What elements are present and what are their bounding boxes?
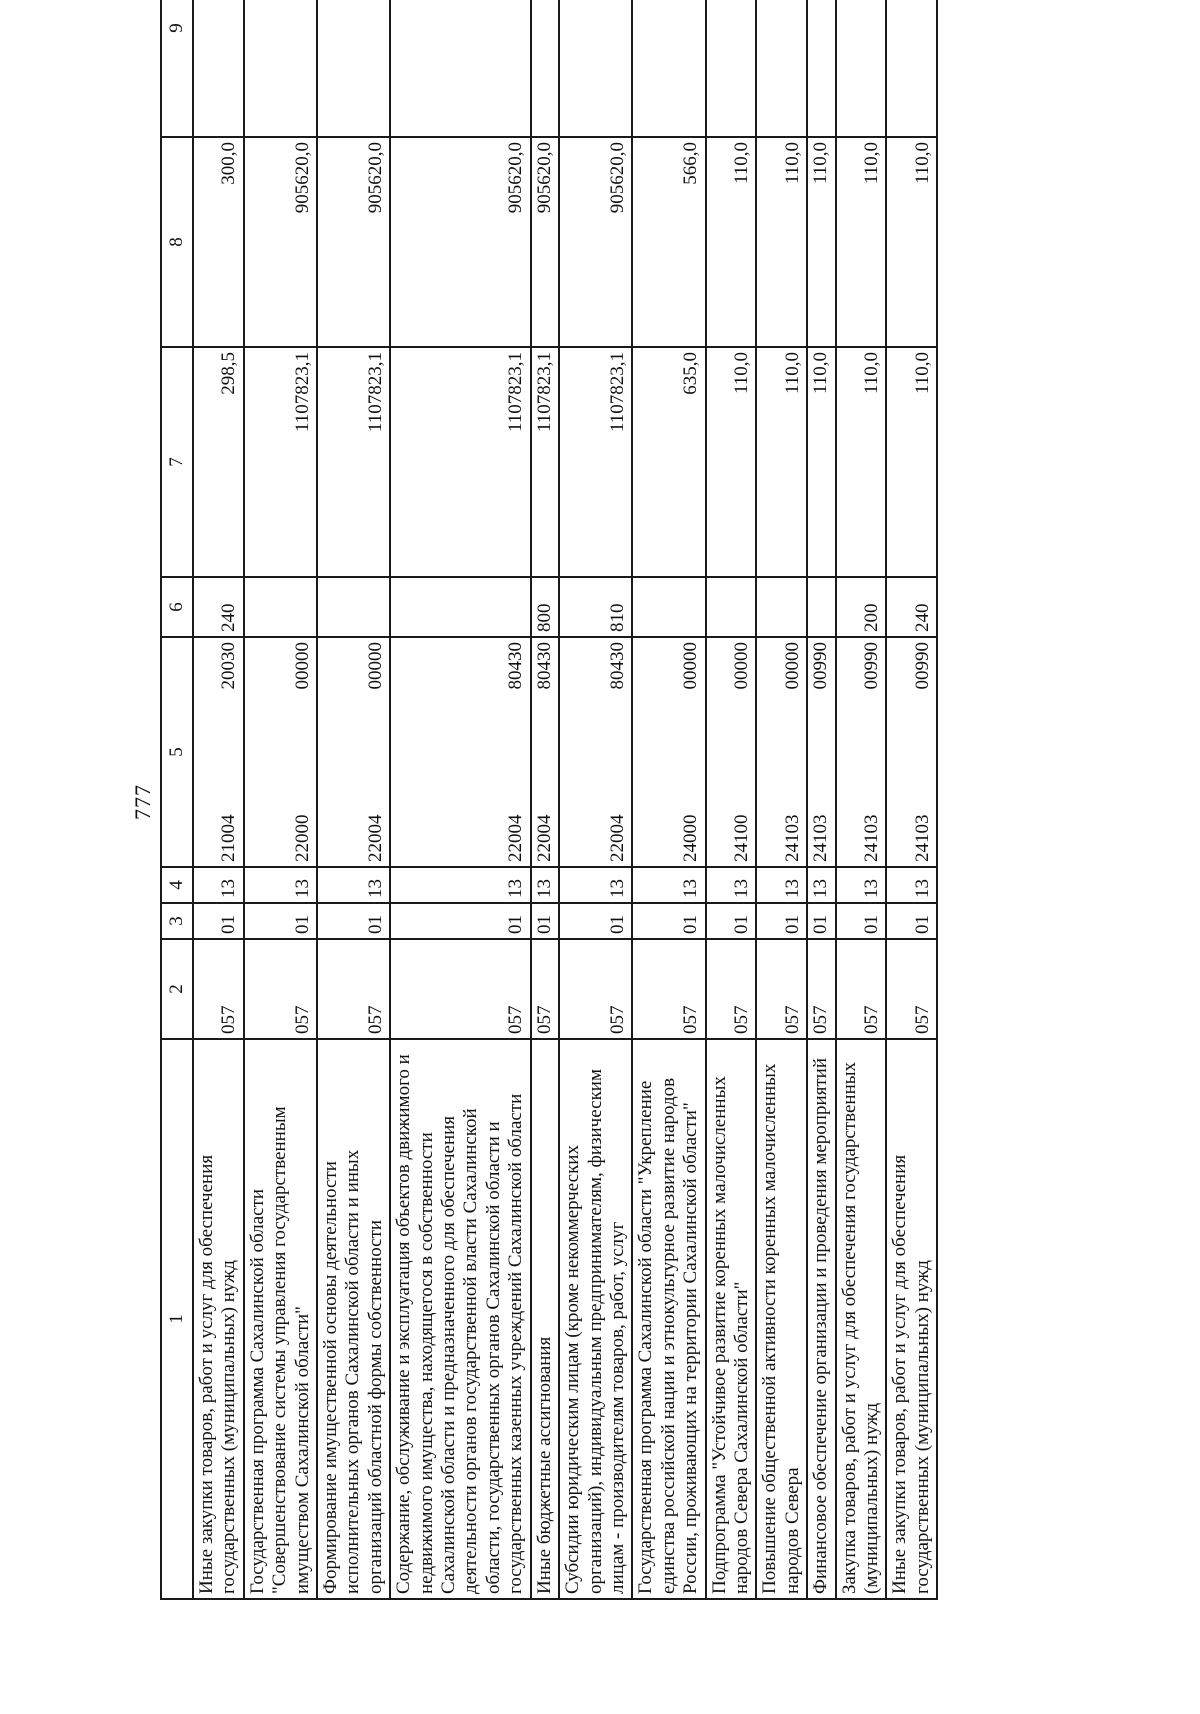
cs-cell xyxy=(531,637,559,867)
table-row xyxy=(756,0,807,1599)
pr-cell: 13 xyxy=(706,867,757,903)
vr-cell: 240 xyxy=(886,577,937,637)
table-body xyxy=(193,0,937,1599)
rz-cell: 01 xyxy=(836,903,887,939)
cs-cell xyxy=(836,637,887,867)
column-header-2: 2 xyxy=(161,939,193,1039)
value-8-cell: 905620,0 xyxy=(559,137,632,347)
vr-cell xyxy=(706,577,757,637)
value-9-cell xyxy=(756,0,807,137)
value-8-cell: 905620,0 xyxy=(317,137,390,347)
value-9-cell xyxy=(706,0,757,137)
value-9-cell xyxy=(317,0,390,137)
value-9-cell xyxy=(632,0,705,137)
rz-cell: 01 xyxy=(706,903,757,939)
vr-cell xyxy=(807,577,835,637)
cs-cell xyxy=(317,637,390,867)
table-row xyxy=(559,0,632,1599)
vr-cell: 240 xyxy=(193,577,244,637)
value-8-cell: 905620,0 xyxy=(531,137,559,347)
vr-cell xyxy=(244,577,317,637)
value-7-cell: 1107823,1 xyxy=(390,347,530,577)
pr-cell: 13 xyxy=(559,867,632,903)
gr-cell: 057 xyxy=(807,939,835,1039)
cs-part-a: 22004 xyxy=(533,814,555,862)
value-9-cell xyxy=(836,0,887,137)
row-name-cell: Субсидии юридическим лицам (кроме некоммерческих организаций), индивидуальным предпринимателям, физическим лицам - производителям товаров, работ, услуг xyxy=(559,1039,632,1599)
table-row xyxy=(706,0,757,1599)
gr-cell: 057 xyxy=(559,939,632,1039)
vr-cell: 810 xyxy=(559,577,632,637)
value-7-cell: 110,0 xyxy=(807,347,835,577)
rz-cell: 01 xyxy=(632,903,705,939)
cs-cell xyxy=(756,637,807,867)
pr-cell: 13 xyxy=(531,867,559,903)
rz-cell: 01 xyxy=(559,903,632,939)
cs-part-a: 24000 xyxy=(680,814,702,862)
cs-part-b: 00000 xyxy=(781,642,803,690)
cs-part-a: 24103 xyxy=(781,814,803,862)
pr-cell: 13 xyxy=(886,867,937,903)
cs-part-a: 22004 xyxy=(606,814,628,862)
pr-cell: 13 xyxy=(317,867,390,903)
vr-cell xyxy=(756,577,807,637)
cs-part-a: 22000 xyxy=(291,814,313,862)
cs-cell xyxy=(244,637,317,867)
rz-cell: 01 xyxy=(193,903,244,939)
row-name-cell: Государственная программа Сахалинской области "Совершенствование системы управления государственным имуществом Сахалинской области" xyxy=(244,1039,317,1599)
cs-part-b: 00000 xyxy=(730,642,752,690)
rz-cell: 01 xyxy=(317,903,390,939)
value-7-cell: 110,0 xyxy=(706,347,757,577)
column-header-4: 4 xyxy=(161,867,193,903)
column-header-9: 9 xyxy=(161,0,193,137)
cs-cell xyxy=(390,637,530,867)
cs-cell xyxy=(706,637,757,867)
cs-part-b: 80430 xyxy=(606,642,628,690)
value-8-cell: 566,0 xyxy=(632,137,705,347)
cs-cell xyxy=(807,637,835,867)
table-row xyxy=(390,0,530,1599)
value-8-cell: 110,0 xyxy=(886,137,937,347)
cs-cell xyxy=(886,637,937,867)
row-name-cell: Финансовое обеспечение организации и проведения мероприятий xyxy=(807,1039,835,1599)
rz-cell: 01 xyxy=(244,903,317,939)
pr-cell: 13 xyxy=(807,867,835,903)
cs-part-b: 00000 xyxy=(680,642,702,690)
value-8-cell: 110,0 xyxy=(836,137,887,347)
value-8-cell: 110,0 xyxy=(706,137,757,347)
value-8-cell: 110,0 xyxy=(807,137,835,347)
gr-cell: 057 xyxy=(632,939,705,1039)
cs-part-b: 00000 xyxy=(364,642,386,690)
gr-cell: 057 xyxy=(756,939,807,1039)
pr-cell: 13 xyxy=(836,867,887,903)
value-9-cell xyxy=(390,0,530,137)
gr-cell: 057 xyxy=(531,939,559,1039)
rz-cell: 01 xyxy=(886,903,937,939)
rz-cell: 01 xyxy=(756,903,807,939)
gr-cell: 057 xyxy=(244,939,317,1039)
value-7-cell: 110,0 xyxy=(836,347,887,577)
cs-part-b: 00990 xyxy=(911,642,933,690)
pr-cell: 13 xyxy=(390,867,530,903)
gr-cell: 057 xyxy=(886,939,937,1039)
row-name-cell: Государственная программа Сахалинской области "Укрепление единства российской нации и этнокультурное развитие народов России, проживающих на территории Сахалинской области" xyxy=(632,1039,705,1599)
cs-part-a: 24103 xyxy=(860,814,882,862)
column-header-3: 3 xyxy=(161,903,193,939)
row-name-cell: Иные бюджетные ассигнования xyxy=(531,1039,559,1599)
value-8-cell: 905620,0 xyxy=(390,137,530,347)
table-row xyxy=(531,0,559,1599)
cs-cell xyxy=(193,637,244,867)
row-name-cell: Повышение общественной активности коренных малочисленных народов Севера xyxy=(756,1039,807,1599)
value-7-cell: 110,0 xyxy=(756,347,807,577)
row-name-cell: Содержание, обслуживание и эксплуатация объектов движимого и недвижимого имущества, находящегося в собственности Сахалинской области и предназначенного для обеспечения деятельности органов государственной власти Сахалинской области, государственных органов Сахалинской области и государственных казенных учреждений Сахалинской области xyxy=(390,1039,530,1599)
budget-table xyxy=(160,0,938,1600)
cs-part-b: 00990 xyxy=(810,642,832,690)
value-7-cell: 298,5 xyxy=(193,347,244,577)
gr-cell: 057 xyxy=(836,939,887,1039)
vr-cell xyxy=(632,577,705,637)
table-row xyxy=(886,0,937,1599)
column-header-6: 6 xyxy=(161,577,193,637)
gr-cell: 057 xyxy=(390,939,530,1039)
value-9-cell xyxy=(807,0,835,137)
vr-cell xyxy=(390,577,530,637)
value-7-cell: 635,0 xyxy=(632,347,705,577)
cs-part-a: 22004 xyxy=(505,814,527,862)
scanned-page xyxy=(120,0,1080,1600)
pr-cell: 13 xyxy=(244,867,317,903)
value-7-cell: 1107823,1 xyxy=(244,347,317,577)
gr-cell: 057 xyxy=(317,939,390,1039)
value-9-cell xyxy=(559,0,632,137)
gr-cell: 057 xyxy=(706,939,757,1039)
table-row xyxy=(244,0,317,1599)
value-8-cell: 110,0 xyxy=(756,137,807,347)
cs-part-b: 00000 xyxy=(291,642,313,690)
vr-cell: 200 xyxy=(836,577,887,637)
value-7-cell: 1107823,1 xyxy=(317,347,390,577)
column-header-7: 7 xyxy=(161,347,193,577)
value-7-cell: 1107823,1 xyxy=(559,347,632,577)
table-row xyxy=(836,0,887,1599)
value-7-cell: 1107823,1 xyxy=(531,347,559,577)
cs-part-a: 24100 xyxy=(730,814,752,862)
row-name-cell: Закупка товаров, работ и услуг для обеспечения государственных (муниципальных) нужд xyxy=(836,1039,887,1599)
value-9-cell xyxy=(531,0,559,137)
table-row xyxy=(317,0,390,1599)
value-8-cell: 300,0 xyxy=(193,137,244,347)
pr-cell: 13 xyxy=(193,867,244,903)
cs-part-b: 20030 xyxy=(218,642,240,690)
cs-cell xyxy=(632,637,705,867)
table-row xyxy=(193,0,244,1599)
rz-cell: 01 xyxy=(807,903,835,939)
column-header-8: 8 xyxy=(161,137,193,347)
vr-cell: 800 xyxy=(531,577,559,637)
pr-cell: 13 xyxy=(632,867,705,903)
table-header-row xyxy=(161,0,193,1599)
cs-part-a: 24103 xyxy=(810,814,832,862)
row-name-cell: Формирование имущественной основы деятельности исполнительных органов Сахалинской области и иных организаций областной формы собственности xyxy=(317,1039,390,1599)
cs-cell xyxy=(559,637,632,867)
value-9-cell xyxy=(244,0,317,137)
cs-part-a: 22004 xyxy=(364,814,386,862)
value-9-cell xyxy=(193,0,244,137)
gr-cell: 057 xyxy=(193,939,244,1039)
rz-cell: 01 xyxy=(390,903,530,939)
rz-cell: 01 xyxy=(531,903,559,939)
cs-part-b: 00990 xyxy=(860,642,882,690)
value-8-cell: 905620,0 xyxy=(244,137,317,347)
cs-part-a: 21004 xyxy=(218,814,240,862)
value-9-cell xyxy=(886,0,937,137)
column-header-1: 1 xyxy=(161,1039,193,1599)
table-row xyxy=(807,0,835,1599)
row-name-cell: Подпрограмма "Устойчивое развитие коренных малочисленных народов Севера Сахалинской области" xyxy=(706,1039,757,1599)
page-number: 777 xyxy=(130,784,155,820)
value-7-cell: 110,0 xyxy=(886,347,937,577)
vr-cell xyxy=(317,577,390,637)
pr-cell: 13 xyxy=(756,867,807,903)
row-name-cell: Иные закупки товаров, работ и услуг для обеспечения государственных (муниципальных) нужд xyxy=(886,1039,937,1599)
cs-part-a: 24103 xyxy=(911,814,933,862)
cs-part-b: 80430 xyxy=(533,642,555,690)
column-header-5: 5 xyxy=(161,637,193,867)
cs-part-b: 80430 xyxy=(505,642,527,690)
table-row xyxy=(632,0,705,1599)
row-name-cell: Иные закупки товаров, работ и услуг для обеспечения государственных (муниципальных) нужд xyxy=(193,1039,244,1599)
